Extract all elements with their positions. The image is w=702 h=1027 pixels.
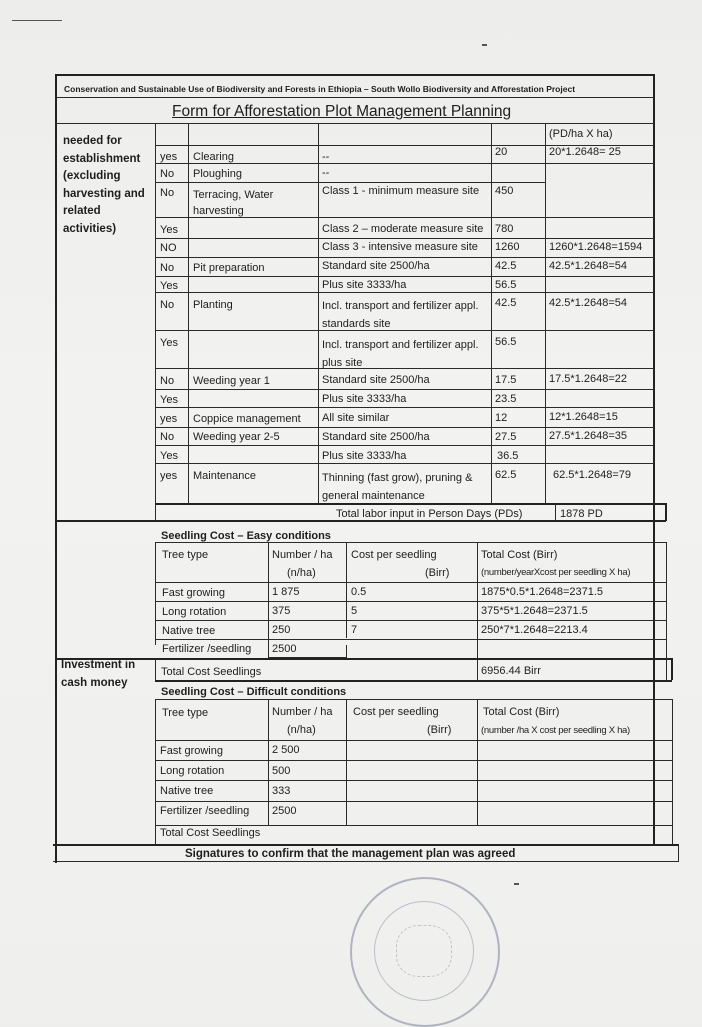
easy-number: 375 [272,605,291,617]
labor-category-line: harvesting and [63,187,145,200]
difficult-col-number: Number / ha [272,706,333,718]
grid-line [268,699,269,825]
labor-site: Standard site 2500/ha [322,374,430,386]
grid-line [346,645,347,658]
grid-line [268,542,269,658]
grid-line [188,123,189,503]
labor-calc: 1260*1.2648=1594 [549,241,643,253]
labor-site: Standard site 2500/ha [322,260,430,272]
labor-calc: 20*1.2648= 25 [549,146,621,158]
labor-pd: 27.5 [495,431,517,443]
grid-line [346,699,347,825]
easy-tree: Native tree [162,625,216,637]
grid-line [155,582,667,583]
easy-tree: Long rotation [162,606,227,618]
labor-pd: 12 [495,412,508,424]
grid-line [155,427,654,428]
grid-line [155,601,667,602]
labor-yn: NO [160,242,177,254]
grid-line [155,801,673,802]
grid-line [545,123,546,503]
easy-col-tree: Tree type [162,549,209,561]
grid-line [53,844,679,846]
grid-line [155,182,545,183]
investment-category-line: cash money [61,676,128,689]
grid-line [155,740,673,741]
labor-site: Incl. transport and fertilizer appl. standards site [322,300,479,330]
labor-calc: 42.5*1.2648=54 [549,260,627,272]
labor-pd: 42.5 [495,297,517,309]
grid-line [155,445,654,446]
labor-category-line: needed for [63,135,122,147]
grid-line [155,276,654,277]
grid-line [671,658,673,680]
labor-category-line: related [63,205,101,217]
investment-category [61,657,153,692]
easy-total: 1875*0.5*1.2648=2371.5 [481,586,604,598]
labor-calc: 17.5*1.2648=22 [549,373,627,385]
grid-line [155,463,654,464]
labor-category-line: activities) [63,222,117,235]
labor-calc: 12*1.2648=15 [549,411,618,423]
labor-yn: No [160,431,175,443]
labor-site: Class 2 – moderate measure site [322,223,484,235]
frame-line [55,123,654,124]
grid-line [155,825,673,826]
labor-yn: yes [160,470,178,482]
difficult-heading: Seedling Cost – Difficult conditions [161,686,347,698]
signatures-label: Signatures to confirm that the management plan was agreed [185,848,516,860]
easy-cost: 0.5 [351,586,367,598]
labor-yn: Yes [160,280,178,292]
labor-site: Plus site 3333/ha [322,279,407,291]
difficult-number: 333 [272,785,291,797]
labor-activity: Ploughing [193,168,242,180]
form-title: Form for Afforestation Plot Management Planning [172,103,512,120]
grid-line [155,257,654,258]
labor-yn: Yes [160,224,178,236]
labor-pd: 36.5 [497,450,519,462]
easy-col-number: Number / ha [272,549,333,561]
labor-activity: Coppice management [193,413,301,425]
labor-category-line: (excluding [63,170,121,182]
labor-yn: Yes [160,337,178,349]
easy-tree: Fertilizer /seedling [162,643,252,655]
scan-speck [482,44,487,46]
easy-total-value: 6956.44 Birr [481,665,541,677]
frame-line [55,74,57,863]
labor-site: Plus site 3333/ha [322,450,407,462]
labor-pd: 62.5 [495,469,517,481]
labor-site: Plus site 3333/ha [322,393,407,405]
labor-site: -- [322,167,330,179]
labor-calc: 62.5*1.2648=79 [553,469,631,481]
labor-yn: No [160,375,175,387]
difficult-col-cost: Cost per seedling [353,706,439,718]
easy-total-label: Total Cost Seedlings [161,666,262,678]
labor-pd: 20 [495,146,508,158]
easy-number: 250 [272,624,291,636]
labor-activity: Terracing, Water harvesting [193,189,274,217]
difficult-tree: Native tree [160,785,214,797]
investment-category-line: Investment in [61,659,136,671]
labor-activity: Clearing [193,151,234,163]
easy-col-total-formula: (number/yearXcost per seedling X ha) [481,567,631,578]
stamp-emblem [396,925,452,977]
difficult-number: 500 [272,765,291,777]
labor-pd: 780 [495,223,514,235]
grid-line [155,389,654,390]
easy-total: 250*7*1.2648=2213.4 [481,624,588,636]
easy-heading: Seedling Cost – Easy conditions [161,530,331,542]
frame-line [55,74,654,76]
labor-yn: No [160,187,175,199]
labor-yn: No [160,168,175,180]
labor-pd: 56.5 [495,336,517,348]
project-name: Conservation and Sustainable Use of Biodiversity and Forests in Ethiopia – South Wollo Biodiversity and Afforestation Project [64,84,576,94]
frame-line [55,97,654,98]
grid-line [477,699,478,825]
easy-col-number-unit: (n/ha) [287,567,316,579]
grid-line [665,503,667,521]
grid-line [155,680,672,682]
labor-activity: Pit preparation [193,262,265,274]
grid-line [155,238,654,239]
labor-pd: 56.5 [495,279,517,291]
labor-activity: Planting [193,299,233,311]
difficult-tree: Fast growing [160,745,223,757]
grid-line [318,123,319,503]
scan-speck [514,883,519,885]
labor-calc: 27.5*1.2648=35 [549,430,627,442]
labor-site: Class 1 - minimum measure site [322,185,480,197]
labor-category-line: establishment [63,152,141,165]
grid-line [155,292,654,293]
grid-line [155,407,654,408]
pd-calc-header: (PD/ha X ha) [549,128,613,140]
labor-pd: 23.5 [495,393,517,405]
easy-col-cost-unit: (Birr) [425,567,450,579]
labor-total-label: Total labor input in Person Days (PDs) [336,508,523,520]
grid-line [155,699,156,845]
labor-activity: Maintenance [193,470,256,482]
grid-line [155,780,673,781]
labor-calc: 42.5*1.2648=54 [549,297,627,309]
easy-cost: 5 [351,605,358,617]
labor-yn: No [160,262,175,274]
difficult-col-total-formula: (number /ha X cost per seedling X ha) [481,725,630,736]
labor-pd: 450 [495,185,514,197]
easy-cost: 7 [351,624,358,636]
labor-yn: yes [160,413,178,425]
labor-site: All site similar [322,412,390,424]
easy-number: 2500 [272,643,297,655]
grid-line [672,699,673,845]
labor-activity: Weeding year 2-5 [193,431,280,443]
labor-site: Standard site 2500/ha [322,431,430,443]
grid-line [477,542,478,682]
labor-site: -- [322,151,330,163]
grid-line [53,861,679,862]
grid-line [678,844,679,862]
difficult-tree: Long rotation [160,765,225,777]
easy-col-cost: Cost per seedling [351,549,437,561]
frame-line [653,74,655,845]
labor-site: Class 3 - intensive measure site [322,241,478,253]
grid-line [346,542,347,638]
labor-yn: Yes [160,450,178,462]
grid-line [155,620,667,621]
difficult-col-cost-unit: (Birr) [427,724,452,736]
labor-pd: 42.5 [495,260,517,272]
labor-site: Incl. transport and fertilizer appl. plus site [322,339,479,369]
difficult-total-label: Total Cost Seedlings [160,827,261,839]
labor-yn: No [160,299,175,311]
easy-number: 1 875 [272,586,300,598]
difficult-col-tree: Tree type [162,707,209,719]
official-stamp [350,877,500,1027]
difficult-col-number-unit: (n/ha) [287,724,316,736]
labor-total-value: 1878 PD [560,508,603,520]
grid-line [555,503,556,521]
grid-line [155,639,667,640]
grid-line [155,760,673,761]
labor-yn: Yes [160,394,178,406]
labor-category [63,133,155,238]
easy-total: 375*5*1.2648=2371.5 [481,605,588,617]
labor-site: Thinning (fast grow), pruning & general maintenance [322,472,473,502]
grid-line [155,542,667,543]
labor-yn: yes [160,151,178,163]
difficult-number: 2500 [272,805,297,817]
grid-line [155,699,673,700]
easy-col-total: Total Cost (Birr) [481,549,558,561]
difficult-number: 2 500 [272,744,300,756]
labor-pd: 1260 [495,241,520,253]
labor-activity: Weeding year 1 [193,375,270,387]
grid-line [666,542,667,682]
grid-line [155,658,156,682]
grid-line [55,658,672,660]
labor-pd: 17.5 [495,374,517,386]
easy-tree: Fast growing [162,587,225,599]
scan-mark [12,20,62,21]
difficult-col-total: Total Cost (Birr) [483,706,560,718]
grid-line [155,542,156,645]
difficult-tree: Fertilizer /seedling [160,805,250,817]
